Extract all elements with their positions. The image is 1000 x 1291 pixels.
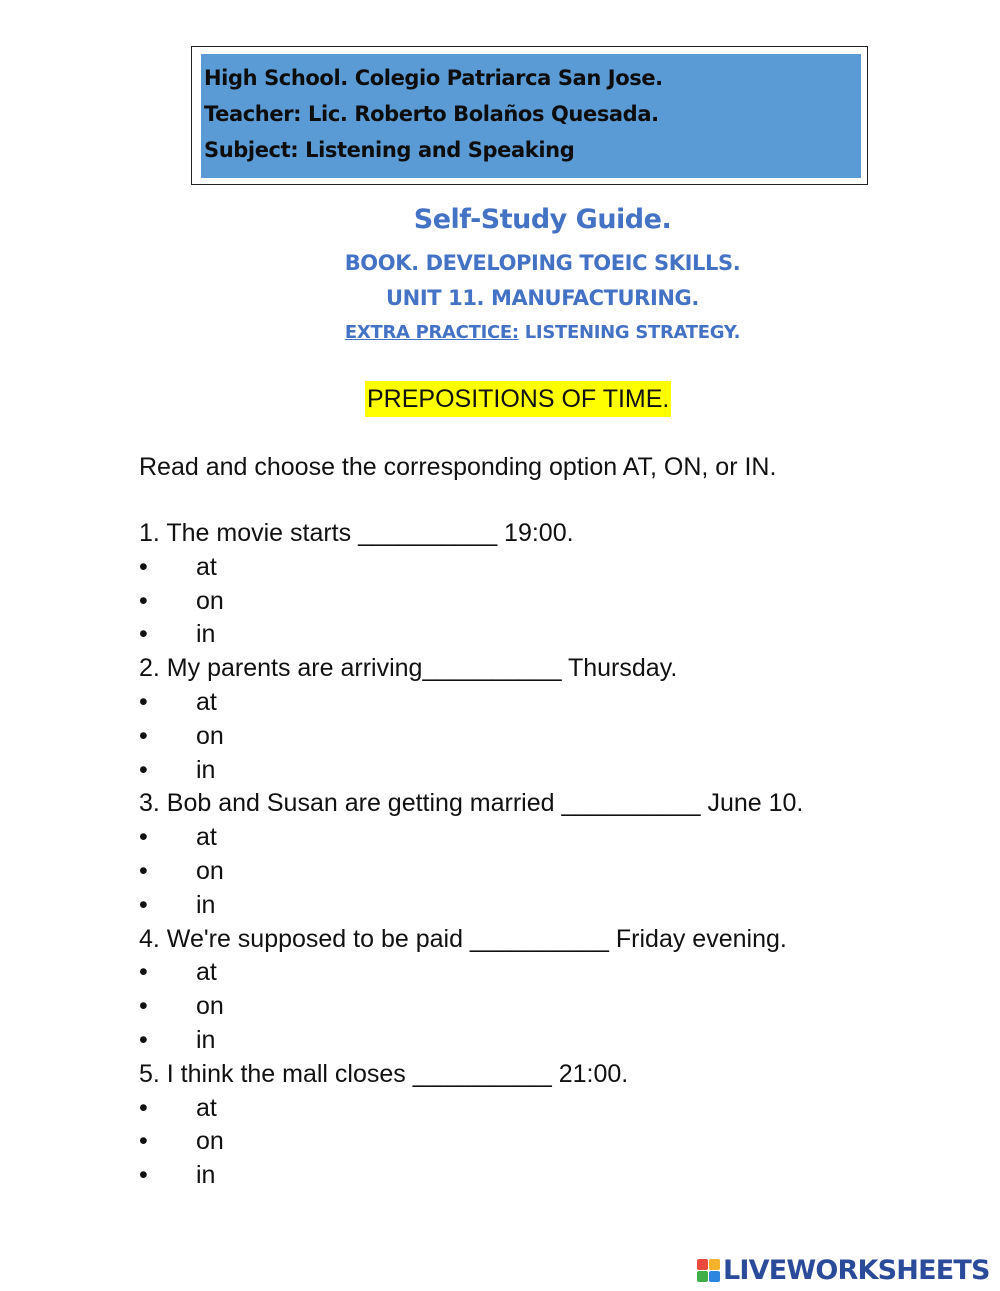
- logo-text: LIVEWORKSHEETS: [723, 1254, 990, 1286]
- option-label: in: [196, 620, 216, 649]
- extra-practice-title: [0, 322, 1000, 343]
- option-label: on: [196, 1127, 224, 1156]
- option-item[interactable]: [139, 1024, 979, 1058]
- school-header-box: [191, 46, 868, 185]
- teacher-name: Teacher: Lic. Roberto Bolaños Quesada.: [204, 102, 659, 126]
- logo-block: [697, 1259, 708, 1270]
- option-label: on: [196, 992, 224, 1021]
- option-label: at: [196, 823, 217, 852]
- option-label: at: [196, 1093, 217, 1122]
- guide-title: Self-Study Guide.: [413, 204, 672, 235]
- option-item[interactable]: [139, 551, 979, 585]
- bullet: •: [139, 1025, 148, 1054]
- extra-practice-label: EXTRA PRACTICE:: [344, 322, 519, 343]
- option-item[interactable]: [139, 618, 979, 652]
- bullet: •: [139, 890, 148, 919]
- bullet: •: [139, 856, 148, 885]
- option-item[interactable]: [139, 956, 979, 990]
- option-label: on: [196, 856, 224, 885]
- topic-heading: PREPOSITIONS OF TIME.: [365, 381, 671, 417]
- question-text: 1. The movie starts __________ 19:00.: [139, 519, 574, 547]
- bullet: •: [139, 755, 148, 784]
- option-item[interactable]: [139, 720, 979, 754]
- bullet: •: [139, 1127, 148, 1156]
- option-item[interactable]: [139, 821, 979, 855]
- bullet: •: [139, 552, 148, 581]
- option-item[interactable]: [139, 990, 979, 1024]
- extra-practice-rest: LISTENING STRATEGY.: [518, 322, 741, 343]
- logo-blocks-icon: [697, 1259, 720, 1282]
- question-text: 3. Bob and Susan are getting married __________ June 10.: [139, 789, 804, 818]
- option-label: at: [196, 687, 217, 716]
- bullet: •: [139, 586, 148, 615]
- school-name: High School. Colegio Patriarca San Jose.: [204, 66, 663, 90]
- logo-block: [709, 1259, 720, 1270]
- book-title: BOOK. DEVELOPING TOEIC SKILLS.: [344, 251, 741, 275]
- logo-block: [697, 1271, 708, 1282]
- option-item[interactable]: [139, 889, 979, 923]
- logo-block: [709, 1271, 720, 1282]
- bullet: •: [139, 1093, 148, 1122]
- option-item[interactable]: [139, 686, 979, 720]
- bullet: •: [139, 721, 148, 750]
- option-label: in: [196, 755, 216, 784]
- bullet: •: [139, 992, 148, 1021]
- bullet: •: [139, 620, 148, 649]
- option-label: on: [196, 586, 224, 615]
- bullet: •: [139, 1161, 148, 1190]
- option-label: in: [196, 890, 216, 919]
- option-label: in: [196, 1025, 216, 1054]
- option-label: on: [196, 721, 224, 750]
- question-text: 5. I think the mall closes __________ 21:00.: [139, 1059, 629, 1088]
- school-header-fill: [201, 54, 861, 178]
- question-list: [139, 517, 979, 1193]
- question-text: 4. We're supposed to be paid __________ Friday evening.: [139, 924, 787, 953]
- option-item[interactable]: [139, 1159, 979, 1193]
- option-item[interactable]: [139, 754, 979, 788]
- option-item[interactable]: [139, 1125, 979, 1159]
- bullet: •: [139, 958, 148, 987]
- instructions: Read and choose the corresponding option AT, ON, or IN.: [139, 453, 777, 481]
- option-label: at: [196, 552, 217, 581]
- option-item[interactable]: [139, 585, 979, 619]
- liveworksheets-logo[interactable]: [697, 1252, 990, 1288]
- option-item[interactable]: [139, 855, 979, 889]
- option-item[interactable]: [139, 1092, 979, 1126]
- question-text: 2. My parents are arriving__________ Thursday.: [139, 654, 678, 683]
- subject-name: Subject: Listening and Speaking: [204, 138, 575, 162]
- bullet: •: [139, 687, 148, 716]
- option-label: at: [196, 958, 217, 987]
- bullet: •: [139, 823, 148, 852]
- unit-title: UNIT 11. MANUFACTURING.: [386, 286, 699, 310]
- option-label: in: [196, 1161, 216, 1190]
